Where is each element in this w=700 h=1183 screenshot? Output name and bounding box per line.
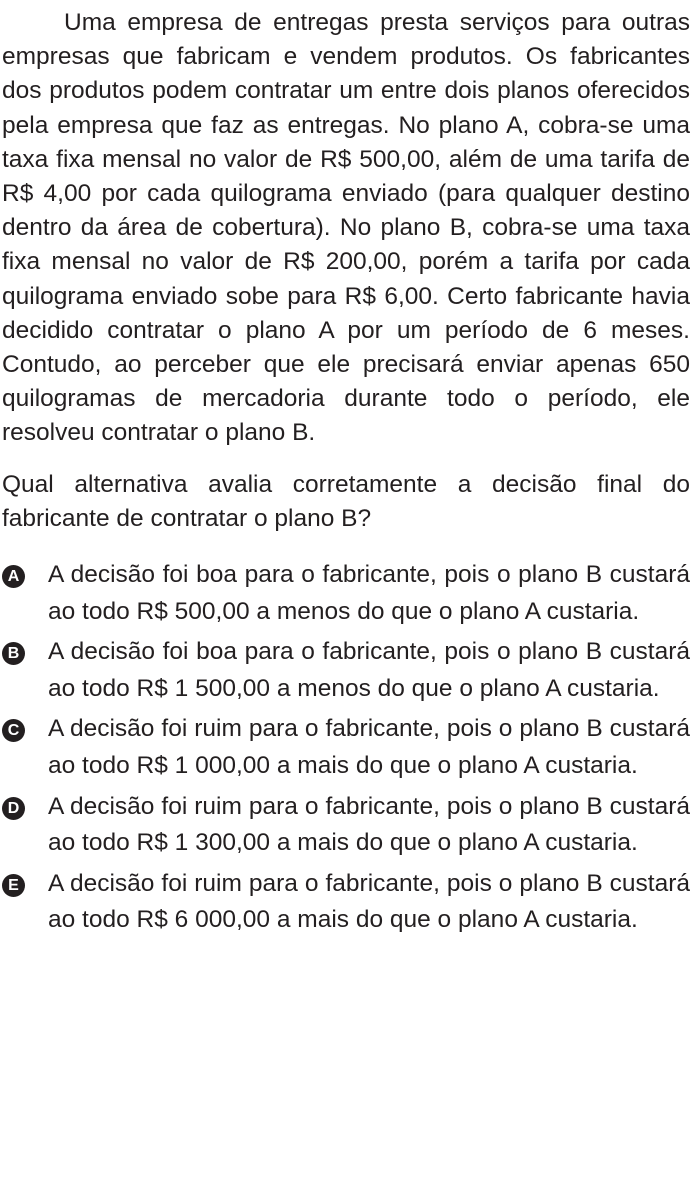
option-c-letter-badge: C	[2, 719, 25, 742]
option-d-text: A decisão foi ruim para o fabricante, pois o plano B custará ao todo R$ 1 300,00 a mais do que o plano A custaria.	[48, 792, 690, 857]
option-e[interactable]	[2, 866, 690, 939]
question-prompt: Qual alternativa avalia corretamente a decisão final do fabricante de contratar o plano B?	[2, 470, 690, 532]
option-b[interactable]	[2, 634, 690, 707]
option-b-text: A decisão foi boa para o fabricante, pois o plano B custará ao todo R$ 1 500,00 a menos do que o plano A custaria.	[48, 638, 690, 702]
option-a-text: A decisão foi boa para o fabricante, pois o plano B custará ao todo R$ 500,00 a menos do que o plano A custaria.	[48, 561, 690, 625]
option-e-letter-badge: E	[2, 874, 25, 897]
option-d-letter-badge: D	[2, 797, 25, 820]
option-b-letter-badge: B	[2, 642, 25, 665]
question-stem: Uma empresa de entregas presta serviços para outras empresas que fabricam e vendem produtos. Os fabricantes dos produtos podem contratar um entre dois planos oferecidos pela empresa que faz as entregas. No plano A, cobra-se uma taxa fixa mensal no valor de R$ 500,00, além de uma tarifa de R$ 4,00 por cada quilograma enviado (para qualquer destino dentro da área de cobertura). No plano B, cobra-se uma taxa fixa mensal no valor de R$ 200,00, porém a tarifa por cada quilograma enviado sobe para R$ 6,00. Certo fabricante havia decidido contratar o plano A por um período de 6 meses. Contudo, ao perceber que ele precisará enviar apenas 650 quilogramas de mercadoria durante todo o período, ele resolveu contratar o plano B.	[2, 9, 690, 447]
option-c-text: A decisão foi ruim para o fabricante, pois o plano B custará ao todo R$ 1 000,00 a mais do que o plano A custaria.	[48, 715, 690, 780]
option-d[interactable]	[2, 789, 690, 862]
answer-options	[2, 557, 690, 939]
option-a[interactable]	[2, 557, 690, 630]
option-c[interactable]	[2, 711, 690, 784]
option-e-text: A decisão foi ruim para o fabricante, pois o plano B custará ao todo R$ 6 000,00 a mais do que o plano A custaria.	[48, 869, 690, 934]
option-a-letter-badge: A	[2, 565, 25, 588]
